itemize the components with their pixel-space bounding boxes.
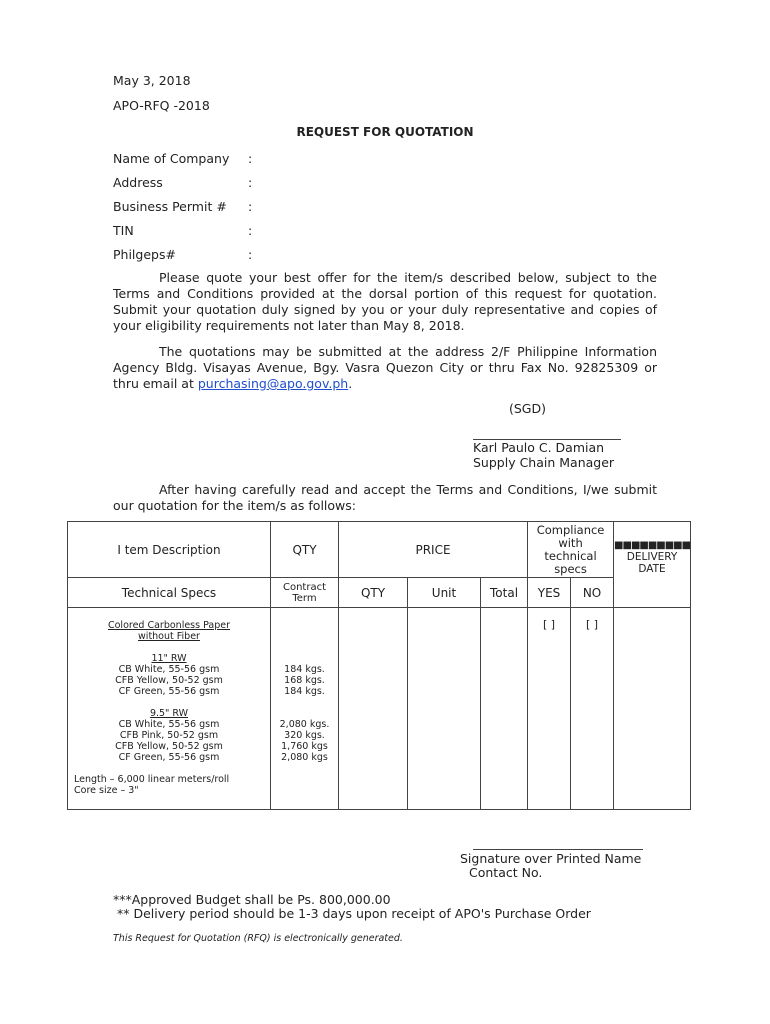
- group-title-9-5-rw: 9.5" RW: [149, 708, 189, 719]
- spec-line: CFB Yellow, 50-52 gsm: [115, 675, 223, 686]
- group-title-11-rw: 11" RW: [151, 653, 187, 664]
- qty-value: 168 kgs.: [284, 675, 325, 686]
- item-title-2: without Fiber: [138, 631, 200, 642]
- header-delivery-date: DELIVERY DATE: [626, 551, 678, 575]
- header-price: PRICE: [339, 522, 528, 578]
- spec-line: CF Green, 55-56 gsm: [118, 686, 220, 697]
- header-technical-specs: Technical Specs: [68, 578, 271, 608]
- supplier-signature-line: [473, 849, 643, 850]
- header-qty: QTY: [271, 522, 339, 578]
- footer-note: This Request for Quotation (RFQ) is electronically generated.: [113, 933, 403, 944]
- document-date: May 3, 2018: [113, 73, 191, 88]
- field-label-business-permit: Business Permit #: [113, 199, 227, 214]
- spec-line: CB White, 55-56 gsm: [118, 664, 220, 675]
- budget-note: ***Approved Budget shall be Ps. 800,000.00: [113, 892, 391, 907]
- field-label-company: Name of Company: [113, 151, 230, 166]
- acceptance-paragraph: After having carefully read and accept the Terms and Conditions, I/we submit our quotation for the item/s as follows:: [113, 482, 657, 513]
- signed-marker: (SGD): [509, 401, 546, 416]
- contact-label: Contact No.: [469, 865, 543, 880]
- header-compliance: Compliance with technical specs: [528, 522, 614, 578]
- header-unit: Unit: [408, 578, 481, 608]
- instruction-paragraph: Please quote your best offer for the item/s described below, subject to the Terms and Conditions provided at the dorsal portion of this request for quotation. Submit your quotation duly signed by you or your duly representative and copies of your eligibility requirements not later than May 8, 2018.: [113, 270, 657, 333]
- qty-value: 2,080 kgs.: [279, 719, 330, 730]
- header-qty-2: QTY: [339, 578, 408, 608]
- header-no: NO: [571, 578, 614, 608]
- length-note: Length – 6,000 linear meters/roll: [74, 774, 230, 785]
- qty-value: 2,080 kgs: [281, 752, 328, 763]
- field-label-address: Address: [113, 175, 163, 190]
- field-colon: :: [248, 151, 253, 166]
- delivery-note: ** Delivery period should be 1-3 days upon receipt of APO's Purchase Order: [117, 906, 591, 921]
- qty-value: 184 kgs.: [284, 686, 325, 697]
- item-row: [68, 608, 691, 810]
- field-colon: :: [248, 175, 253, 190]
- unit-input-cell[interactable]: [408, 608, 481, 810]
- header-contract-term: Contract Term: [271, 578, 339, 608]
- header-yes: YES: [528, 578, 571, 608]
- qty-value: 320 kgs.: [284, 730, 325, 741]
- submission-paragraph: [113, 344, 657, 392]
- field-colon: :: [248, 223, 253, 238]
- yes-checkbox[interactable]: [ ]: [528, 608, 571, 810]
- field-label-philgeps: Philgeps#: [113, 247, 176, 262]
- submission-text: The quotations may be submitted at the address 2/F Philippine Information Agency Bldg. Visayas Avenue, Bgy. Vasra Quezon City or thru Fax No. 92825309 or thru email at: [113, 344, 657, 391]
- spec-line: CFB Yellow, 50-52 gsm: [115, 741, 223, 752]
- core-note: Core size – 3": [74, 785, 139, 796]
- qty-value: 184 kgs.: [284, 664, 325, 675]
- spec-line: CF Green, 55-56 gsm: [118, 752, 220, 763]
- delivery-date-cell[interactable]: [614, 608, 691, 810]
- no-checkbox[interactable]: [ ]: [571, 608, 614, 810]
- header-item-description: I tem Description: [68, 522, 271, 578]
- field-colon: :: [248, 247, 253, 262]
- dotted-marker: ■■■■■■■■■: [614, 540, 691, 551]
- document-title: REQUEST FOR QUOTATION: [296, 125, 474, 139]
- header-delivery-cell: [614, 522, 691, 608]
- total-input-cell[interactable]: [481, 608, 528, 810]
- header-total: Total: [481, 578, 528, 608]
- contract-term-cell: [271, 608, 339, 810]
- reference-number: APO-RFQ -2018: [113, 98, 210, 113]
- item-description-cell: [68, 608, 271, 810]
- qty-value: 1,760 kgs: [281, 741, 328, 752]
- signatory-name: Karl Paulo C. Damian: [473, 440, 605, 455]
- signature-label: Signature over Printed Name: [460, 851, 642, 866]
- field-colon: :: [248, 199, 253, 214]
- item-title: Colored Carbonless Paper: [107, 620, 231, 631]
- submission-end: .: [348, 376, 353, 391]
- qty-input-cell[interactable]: [339, 608, 408, 810]
- spec-line: CB White, 55-56 gsm: [118, 719, 220, 730]
- email-link[interactable]: purchasing@apo.gov.ph: [197, 376, 349, 391]
- spec-line: CFB Pink, 50-52 gsm: [119, 730, 219, 741]
- field-label-tin: TIN: [113, 223, 134, 238]
- quotation-table: [67, 521, 691, 810]
- signatory-title: Supply Chain Manager: [473, 455, 615, 470]
